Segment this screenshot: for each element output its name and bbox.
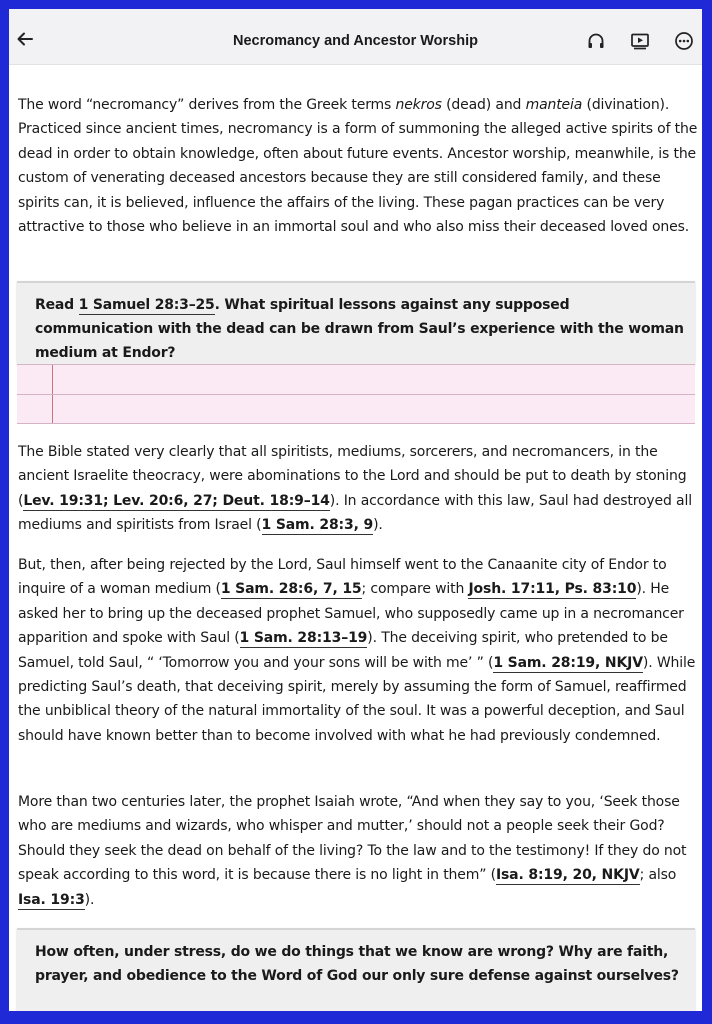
text-run: ; also — [639, 867, 677, 884]
text-run: ). He asked her to bring up the deceased prophet Samuel, who supposedly came up in a necromancer apparition and spoke with Saul ( — [18, 581, 684, 647]
headphones-icon[interactable] — [586, 31, 606, 51]
text-run: (dead) and — [441, 97, 526, 113]
question-text — [35, 293, 685, 365]
text-run: Read — [35, 297, 79, 313]
question-box — [17, 281, 695, 364]
text-run: The Bible stated very clearly that all spiritists, mediums, sorcerers, and necromancers, in the ancient Israelite theocracy, were abominations to the Lord and should be put to death by stoning ( — [18, 444, 687, 509]
intro-paragraph — [18, 93, 698, 239]
bottom-edge — [9, 1011, 702, 1015]
scripture-link[interactable]: Lev. 19:31; Lev. 20:6, 27; Deut. 18:9–14 — [23, 492, 330, 509]
scripture-link[interactable]: Isa. 8:19, 20, NKJV — [495, 867, 640, 884]
scripture-link[interactable]: Isa. 19:3 — [18, 891, 85, 908]
text-run: ). While predicting Saul’s death, that deceiving spirit, merely by assuming the form of Samuel, reaffirmed the unbiblical theory of the natural immortality of the soul. It was a powerful deception, and Saul should have known better than to become involved with what he had previously condemned. — [18, 654, 696, 744]
text-run: ). — [373, 517, 383, 534]
text-run: (divination). Practiced since ancient times, necromancy is a form of summoning the alleged active spirits of the dead in order to obtain knowledge, often about future events. Ancestor worship, meanwhile, is the custom of venerating deceased ancestors because they are still considered family, and these spirits can, it is believed, influence the affairs of the living. These pagan practices can be very attractive to those who believe in an immortal soul and who also miss their deceased loved ones. — [18, 97, 698, 236]
answer-rule-line — [17, 394, 695, 395]
paragraph-endor — [18, 553, 698, 748]
text-run: ). The deceiving spirit, who pretended to be Samuel, told Saul, “ ‘Tomorrow you and your sons will be with me’ ” ( — [18, 630, 668, 671]
top-toolbar — [9, 9, 702, 65]
text-run: The word “necromancy” derives from the Greek terms — [18, 97, 396, 113]
text-run: ). — [84, 891, 95, 908]
greek-term-manteia: manteia — [525, 97, 583, 113]
scripture-link[interactable]: 1 Sam. 28:6, 7, 15 — [220, 581, 362, 598]
text-run: But, then, after being rejected by the Lord, Saul himself went to the Canaanite city of Endor to inquire of a woman medium ( — [18, 557, 667, 598]
text-run: More than two centuries later, the prophet Isaiah wrote, “And when they say to you, ‘Seek those who are mediums and wizards, who whisper and mutter,’ should not a people seek their God? Should they seek the dead on behalf of the living? To the law and to the testimony! If they do not speak according to this word, it is because there is no light in them” ( — [18, 794, 687, 884]
greek-term-nekros: nekros — [395, 97, 442, 113]
play-video-icon[interactable] — [630, 31, 650, 51]
text-run: ). In accordance with this law, Saul had destroyed all mediums and spiritists from Israel ( — [18, 492, 692, 534]
scripture-link[interactable]: Josh. 17:11, Ps. 83:10 — [468, 581, 637, 598]
text-run: . What spiritual lessons against any supposed communication with the dead can be drawn from Saul’s experience with the woman medium at Endor? — [35, 297, 684, 361]
app-window — [9, 9, 702, 1015]
text-run: ; compare with — [361, 581, 469, 598]
question-text: How often, under stress, do we do things that we know are wrong? Why are faith, prayer, and obedience to the Word of God our only sure defense against ourselves? — [35, 944, 679, 984]
scripture-link[interactable]: 1 Sam. 28:3, 9 — [261, 517, 374, 534]
scripture-link[interactable]: 1 Sam. 28:19, NKJV — [493, 654, 643, 671]
answer-notes-area[interactable] — [17, 364, 695, 424]
question-box — [17, 928, 695, 1015]
paragraph-isaiah — [18, 790, 698, 912]
page-title: Necromancy and Ancestor Worship — [233, 33, 478, 49]
scripture-link[interactable]: 1 Sam. 28:13–19 — [239, 630, 368, 647]
scripture-link[interactable]: 1 Samuel 28:3–25 — [78, 297, 215, 313]
more-options-icon[interactable] — [674, 31, 694, 51]
paragraph-law — [18, 440, 698, 538]
